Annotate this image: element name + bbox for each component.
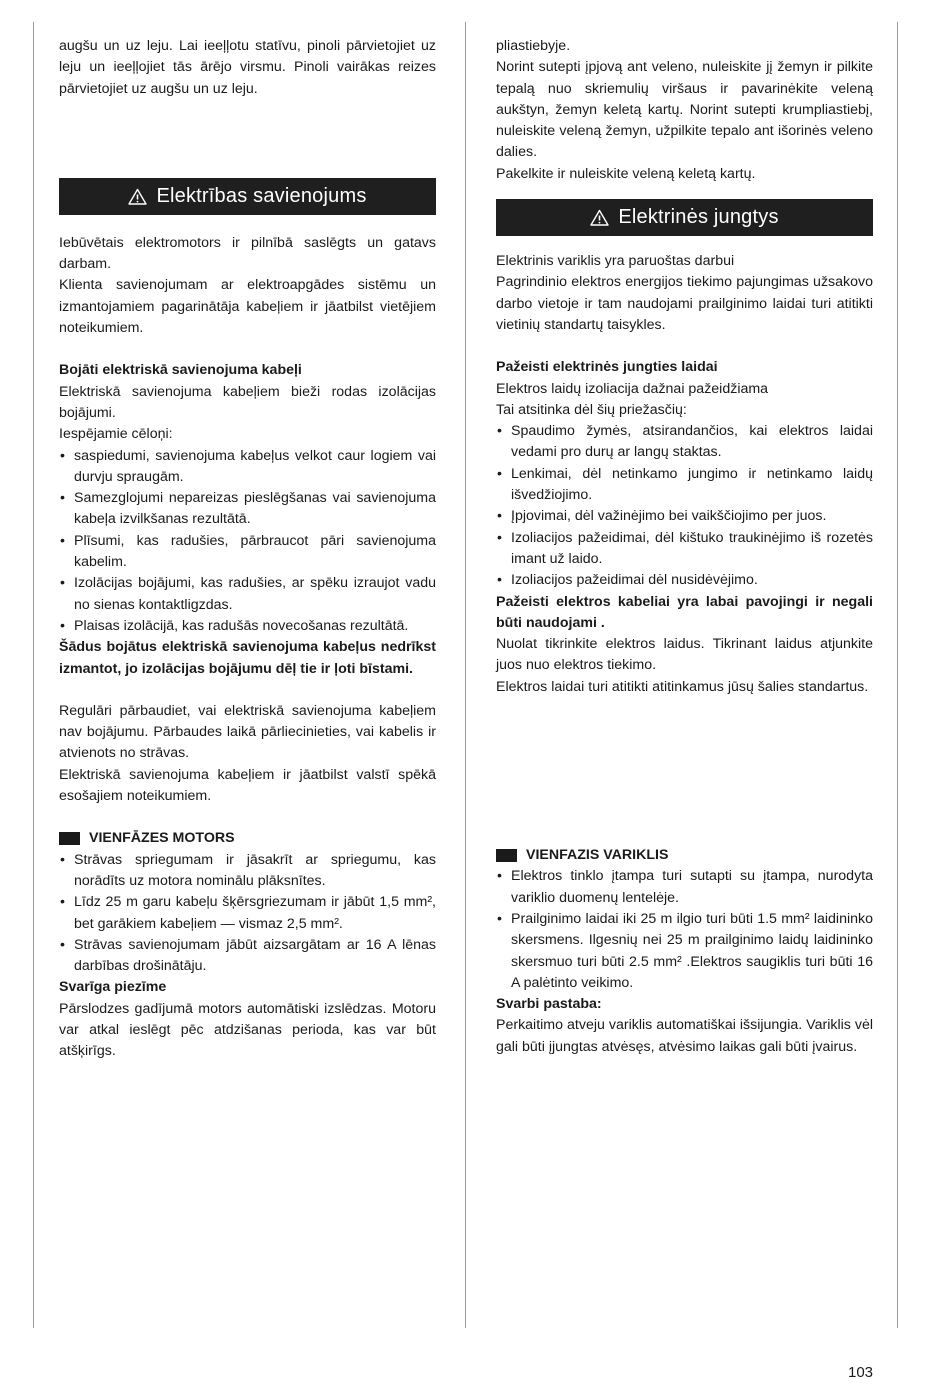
left-margin-rule [33, 22, 34, 1328]
left-p1: Iebūvētais elektromotors ir pilnībā saslēgts un gatavs darbam. [59, 234, 436, 273]
right-intro-2: Norint sutepti įpjovą ant veleno, nuleiskite jį žemyn ir pilkite tepalą nuo skriemulių viršaus ir pavarinėkite veleną aukštyn, žemyn keletą kartų. Norint sutepti krumpliastiebį, nuleiskite veleną žemyn, užpilkite tepalo ant išorinės veleno dalies. [496, 59, 873, 161]
list-item: • Elektros tinklo įtampa turi sutapti su įtampa, nurodyta variklio duomenų lentelėje. [496, 866, 873, 909]
left-check-p1: Regulāri pārbaudiet, vai elektriskā savienojuma kabeļiem nav bojājumu. Pārbaudes laikā pārliecinieties, vai kabelis ir atvienots no strāvas. [59, 702, 436, 762]
left-section-heading-text: Elektrības savienojums [156, 184, 367, 207]
warning-triangle-icon [590, 209, 609, 226]
right-intro-3: Pakelkite ir nuleiskite veleną keletą kartų. [496, 165, 756, 182]
left-section-heading [59, 178, 436, 215]
right-column [496, 36, 873, 1058]
section-marker-icon [59, 832, 80, 845]
right-check-p1: Nuolat tikrinkite elektros laidus. Tikrinant laidus atjunkite juos nuo elektros tiekimo. [496, 636, 873, 674]
page-number: 103 [848, 1364, 874, 1381]
left-motor-heading [59, 828, 436, 849]
list-item: • Lenkimai, dėl netinkamo jungimo ir netinkamo laidų išvedžiojimo. [496, 464, 873, 507]
right-note-text: Perkaitimo atveju variklis automatiškai išsijungia. Variklis vėl gali būti įjungtas atvėsęs, atvėsimo laikas gali būti įvairus. [496, 1017, 873, 1055]
right-motor-heading [496, 845, 873, 866]
left-note-title: Svarīga piezīme [59, 979, 167, 996]
center-column-rule [465, 22, 466, 1328]
warning-triangle-icon [128, 188, 147, 205]
list-item: • Prailginimo laidai iki 25 m ilgio turi būti 1.5 mm² laidininko skersmens. Ilgesnių nei 25 m prailginimo laidų laidininko skersmuo turi būti 2.5 mm² .Elektros saugiklis turi būti 16 A palėtinto veikimo. [496, 909, 873, 994]
list-item: • Līdz 25 m garu kabeļu šķērsgriezumam ir jābūt 1,5 mm², bet garākiem kabeļiem — vismaz 2,5 mm². [59, 892, 436, 935]
left-check-p2: Elektriskā savienojuma kabeļiem ir jāatbilst valstī spēkā esošajiem noteikumiem. [59, 766, 436, 805]
left-note-text: Pārslodzes gadījumā motors automātiski izslēdzas. Motoru var atkal ieslēgt pēc atdzišanas perioda, kas var būt atšķirīgs. [59, 1000, 436, 1060]
right-check-p2: Elektros laidai turi atitikti atitinkamus jūsų šalies standartus. [496, 678, 869, 695]
right-margin-rule [897, 22, 898, 1328]
list-item: • Samezglojumi nepareizas pieslēgšanas vai savienojuma kabeļa izvilkšanas rezultātā. [59, 488, 436, 531]
right-motor-title: VIENFAZIS VARIKLIS [526, 847, 669, 864]
left-motor-title: VIENFĀZES MOTORS [89, 830, 235, 847]
list-item: • Plaisas izolācijā, kas radušās novecošanas rezultātā. [59, 616, 436, 637]
left-causes-list [59, 446, 436, 638]
left-column [59, 36, 436, 1063]
left-p2: Klienta savienojumam ar elektroapgādes sistēmu un izmantojamiem pagarinātāja kabeļiem ir jāatbilst vietējiem noteikumiem. [59, 277, 436, 337]
list-item: • saspiedumi, savienojuma kabeļus velkot caur logiem vai durvju spraugām. [59, 446, 436, 489]
list-item: • Izoliacijos pažeidimai dėl nusidėvėjimo. [496, 570, 873, 591]
left-damaged-p1: Elektriskā savienojuma kabeļiem bieži rodas izolācijas bojājumi. [59, 383, 436, 421]
right-section-heading [496, 199, 873, 236]
right-intro-1: pliastiebyje. [496, 38, 571, 54]
left-motor-list [59, 850, 436, 978]
list-item: • Plīsumi, kas radušies, pārbraucot pāri savienojuma kabelim. [59, 531, 436, 574]
right-motor-list [496, 866, 873, 994]
left-intro: augšu un uz leju. Lai ieeļļotu statīvu, pinoli pārvietojiet uz leju un ieeļļojiet tās ārējo virsmu. Pinoli vairākas reizes pārvietojiet uz augšu un uz leju. [59, 38, 436, 97]
list-item: • Strāvas savienojumam jābūt aizsargātam ar 16 A lēnas darbības drošinātāju. [59, 935, 436, 978]
right-causes-list [496, 421, 873, 591]
right-warning-text: Pažeisti elektros kabeliai yra labai pavojingi ir negali būti naudojami . [496, 593, 873, 631]
right-p1: Elektrinis variklis yra paruoštas darbui [496, 253, 735, 270]
list-item: • Izolācijas bojājumi, kas radušies, ar spēku izraujot vadu no sienas kontaktligzdas. [59, 573, 436, 616]
list-item: • Įpjovimai, dėl važinėjimo bei vaikščiojimo per juos. [496, 506, 873, 527]
right-damaged-title: Pažeisti elektrinės jungties laidai [496, 359, 718, 376]
left-damaged-title: Bojāti elektriskā savienojuma kabeļi [59, 362, 302, 379]
right-damaged-p1: Elektros laidų izoliacija dažnai pažeidžiama [496, 380, 769, 397]
list-item: • Spaudimo žymės, atsirandančios, kai elektros laidai vedami pro durų ar langų staktas. [496, 421, 873, 464]
right-note-title: Svarbi pastaba: [496, 996, 602, 1013]
section-marker-icon [496, 849, 517, 862]
list-item: • Izoliacijos pažeidimai, dėl kištuko traukinėjimo iš rozetės imant už laido. [496, 528, 873, 571]
left-warning-text: Šādus bojātus elektriskā savienojuma kabeļus nedrīkst izmantot, jo izolācijas bojājumu dēļ tie ir ļoti bīstami. [59, 639, 436, 677]
list-item: • Strāvas spriegumam ir jāsakrīt ar spriegumu, kas norādīts uz motora nominālu plāksnītes. [59, 850, 436, 893]
right-section-heading-text: Elektrinės jungtys [618, 205, 779, 228]
right-damaged-p2: Tai atsitinka dėl šių priežasčių: [496, 401, 687, 418]
right-p2: Pagrindinio elektros energijos tiekimo pajungimas užsakovo darbo vietoje ir tam naudojami prailginimo laidai turi atitikti vietinių standartų taisykles. [496, 274, 873, 333]
left-damaged-p2: Iespējamie cēloņi: [59, 426, 173, 443]
